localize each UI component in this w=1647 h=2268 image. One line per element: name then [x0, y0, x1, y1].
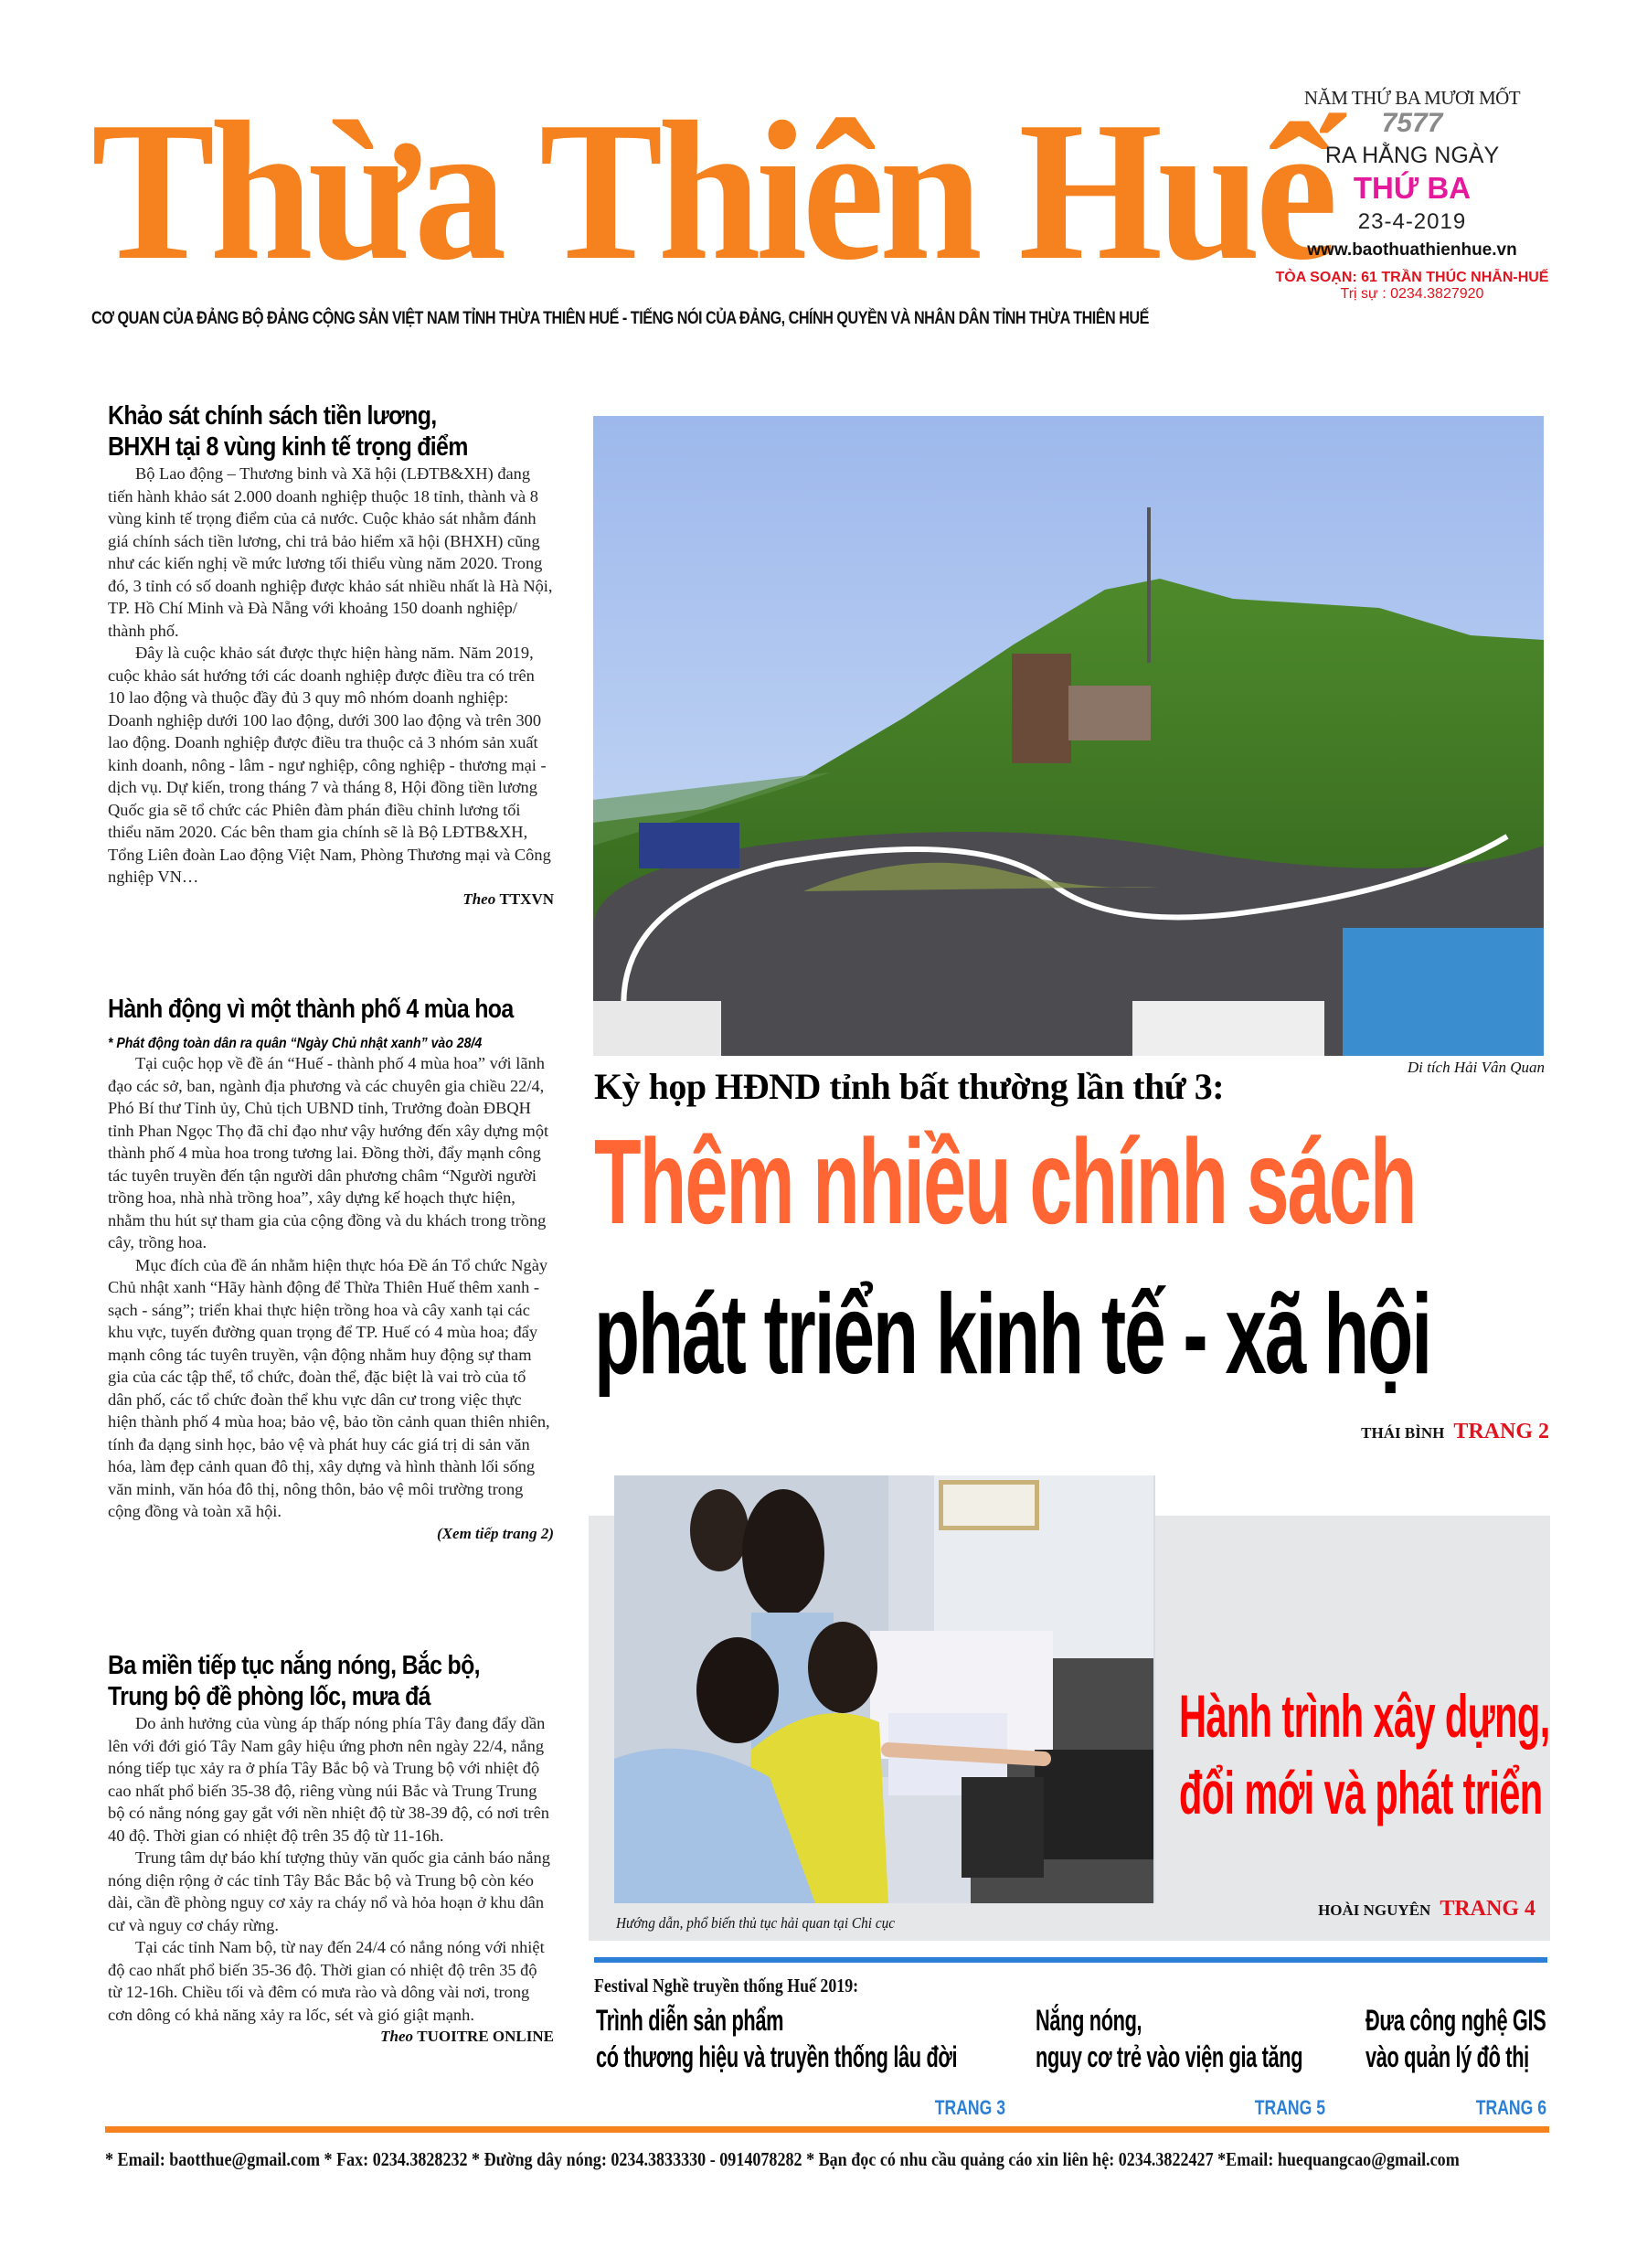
article-headline: Khảo sát chính sách tiền lương, BHXH tại 8 vùng kinh tế trọng điểm [108, 401, 468, 462]
issue-number: 7577 [1381, 108, 1443, 138]
feature-photo-customs-office[interactable] [614, 1475, 1155, 1903]
article-source: Theo TUOITRE ONLINE [380, 2028, 554, 2045]
article-body: Bộ Lao động – Thương binh và Xã hội (LĐTB&XH) đang tiến hành khảo sát 2.000 doanh nghiệp thuộc 18 tỉnh, thành và 8 vùng kinh tế trọng điểm của cả nước. Cuộc khảo sát nhằm đánh giá chính sách tiền lương, chi trả bảo hiểm xã hội (BHXH) cũng như các kiến nghị về mức lương tối thiểu vùng năm 2020. Trong đó, 3 tỉnh có số doanh nghiệp được khảo sát nhiều nhất là Hà Nội, TP. Hồ Chí Minh và Đà Nẵng với khoảng 150 doanh nghiệp/ thành phố. Đây là cuộc khảo sát được thực hiện hàng năm. Năm 2019, cuộc khảo sát hướng tới các doanh nghiệp được điều tra có trên 10 lao động và thuộc đầy đủ 3 quy mô nhóm doanh nghiệp: Doanh nghiệp dưới 100 lao động, dưới 300 lao động và trên 300 lao động. Doanh nghiệp được điều tra thuộc cả 3 nhóm sản xuất kinh doanh, nông - lâm - ngư nghiệp, công nghiệp - thương mại - dịch vụ. Dự kiến, trong tháng 7 và tháng 8, Hội đồng tiền lương Quốc gia sẽ tổ chức các Phiên đàm phán điều chỉnh lương tối thiểu năm 2020. Các bên tham gia chính sẽ là Bộ LĐTB&XH, Tổng Liên đoàn Lao động Việt Nam, Phòng Thương mại và Công nghiệp VN… [108, 464, 553, 886]
author-name: THÁI BÌNH [1361, 1424, 1445, 1442]
teaser-page-link[interactable]: TRANG 5 [1254, 2096, 1325, 2119]
publication-year-label: NĂM THỨ BA MƯƠI MỐT [1303, 87, 1521, 109]
section-divider [594, 1957, 1547, 1963]
lead-byline [1307, 1420, 1549, 1444]
landscape-photo-icon [593, 416, 1544, 1056]
feature-photo-caption: Hướng dẫn, phổ biến thủ tục hải quan tại Chi cục [616, 1914, 896, 1932]
article-body: Tại cuộc họp về đề án “Huế - thành phố 4 mùa hoa” với lãnh đạo các sở, ban, ngành địa phương và các chuyên gia chiều 22/4, Phó Bí thư Tỉnh ủy, Chủ tịch UBND tỉnh, Trưởng đoàn ĐBQH tỉnh Phan Ngọc Thọ đã chỉ đạo như vậy hướng đến xây dựng một thành phố 4 mùa hoa trong tương lai. Đồng thời, đẩy mạnh công tác tuyên truyền đến tận người dân phương châm “Người người trồng hoa, nhà nhà trồng hoa”, xây dựng kế hoạch thực hiện, nhằm thu hút sự tham gia của cộng đồng và du khách trong trồng cây, trồng hoa. Mục đích của đề án nhằm hiện thực hóa Đề án Tổ chức Ngày Chủ nhật xanh “Hãy hành động để Thừa Thiên Huế thêm xanh - sạch - sáng”; triển khai thực hiện trồng hoa và cây xanh tại các khu vực, tuyến đường quan trọng để TP. Huế có 4 mùa hoa; đẩy mạnh công tác tuyên truyền, vận động nhằm huy động sự tham gia của các tập thể, tổ chức, đoàn thể, đặc biệt là vai trò của tổ dân phố, các tổ chức đoàn thể khu vực dân cư trong việc thực hiện thành phố 4 mùa hoa; bảo vệ, bảo tồn cảnh quan thiên nhiên, tính đa dạng sinh học, bảo vệ và phát huy các giá trị di sản văn hóa, làm đẹp cảnh quan đô thị, xây dựng và hình thành lối sống văn minh, văn hóa đô thị, nông thôn, bảo vệ môi trường trong cộng đồng và toàn xã hội. [108, 1054, 550, 1520]
teaser-kicker: Festival Nghề truyền thống Huế 2019: [594, 1975, 859, 1996]
office-photo-icon [614, 1475, 1155, 1903]
feature-headline[interactable]: Hành trình xây dựng, đổi mới và phát triển [1179, 1682, 1550, 1826]
lead-headline-line-1[interactable]: Thêm nhiều chính sách [594, 1114, 1416, 1249]
teaser-headline: Trình diễn sản phẩm có thương hiệu và truyền thống lâu đời [596, 2004, 958, 2073]
teaser-item[interactable] [596, 2002, 980, 2075]
feature-byline [1234, 1897, 1535, 1922]
footer-divider [105, 2126, 1549, 2133]
article-salary-survey[interactable] [108, 400, 554, 909]
page-reference-link[interactable]: TRANG 4 [1440, 1897, 1535, 1921]
frequency-label: RA HẰNG NGÀY [1324, 143, 1500, 168]
lead-kicker: Kỳ họp HĐND tỉnh bất thường lần thứ 3: [594, 1066, 1225, 1107]
teaser-page-link[interactable]: TRANG 6 [1475, 2096, 1546, 2119]
admin-phone: Trị sự : 0234.3827920 [1340, 286, 1484, 302]
article-body: Do ảnh hưởng của vùng áp thấp nóng phía Tây đang đẩy dần lên với đới gió Tây Nam gây hiệu ứng phơn nên ngày 22/4, nắng nóng tiếp tục xảy ra ở phía Tây Bắc bộ và Trung bộ với nhiệt độ cao nhất phổ biến 35-38 độ, riêng vùng núi Bắc và Trung Trung bộ có nắng nóng gay gắt với nền nhiệt độ từ 38-39 độ, có nơi trên 40 độ. Thời gian có nhiệt độ trên 35 độ từ 11-16h. Trung tâm dự báo khí tượng thủy văn quốc gia cảnh báo nắng nóng diện rộng ở các tỉnh Tây Bắc Bắc bộ và Trung bộ còn kéo dài, cần đề phòng nguy cơ xảy ra cháy nổ và hỏa hoạn ở khu dân cư và nguy cơ cháy rừng. Tại các tỉnh Nam bộ, từ nay đến 24/4 có nắng nóng với nhiệt độ cao nhất phổ biến 35-36 độ. Thời gian có nhiệt độ trên 35 độ từ 12-16h. Chiều tối và đêm có mưa rào và dông vài nơi, trong cơn dông có khả năng xảy ra lốc, sét và gió giật mạnh. [108, 1714, 550, 2024]
weekday-label: THỨ BA [1353, 171, 1472, 205]
author-name: HOÀI NGUYÊN [1318, 1901, 1431, 1919]
teaser-headline: Đưa công nghệ GIS vào quản lý đô thị [1365, 2004, 1546, 2073]
newspaper-masthead-title: Thừa Thiên Huế [91, 81, 1334, 302]
article-headline: Hành động vì một thành phố 4 mùa hoa [108, 995, 514, 1024]
article-subhead: * Phát động toàn dân ra quân “Ngày Chủ nhật xanh” vào 28/4 [108, 1036, 483, 1051]
page-reference-link[interactable]: TRANG 2 [1453, 1420, 1549, 1443]
footer-contact-info: * Email: baotthue@gmail.com * Fax: 0234.3828232 * Đường dây nóng: 0234.3833330 - 0914078282 * Bạn đọc có nhu cầu quảng cáo xin liên hệ: 0234.3822427 *Email: huequangcao@gmail.com [105, 2148, 1460, 2170]
issue-date: 23-4-2019 [1357, 209, 1467, 234]
teaser-page-link[interactable]: TRANG 3 [934, 2096, 1005, 2119]
website-link[interactable]: www.baothuathienhue.vn [1307, 240, 1517, 260]
teaser-headline: Nắng nóng, nguy cơ trẻ vào viện gia tăng [1036, 2004, 1303, 2073]
lead-photo-caption: Di tích Hải Vân Quan [1407, 1059, 1545, 1076]
article-heatwave[interactable] [108, 1650, 554, 2046]
lead-photo-hai-van-pass[interactable] [593, 416, 1544, 1056]
masthead-tagline: CƠ QUAN CỦA ĐẢNG BỘ ĐẢNG CỘNG SẢN VIỆT NAM TỈNH THỪA THIÊN HUẾ - TIẾNG NÓI CỦA ĐẢNG, CHÍNH QUYỀN VÀ NHÂN DÂN TỈNH THỪA THIÊN HUẾ [91, 308, 1149, 328]
article-four-season-flowers[interactable] [108, 994, 554, 1543]
article-headline: Ba miền tiếp tục nắng nóng, Bắc bộ, Trung bộ đề phòng lốc, mưa đá [108, 1651, 480, 1711]
continued-link[interactable]: (Xem tiếp trang 2) [437, 1524, 554, 1542]
issue-info-box [1266, 87, 1558, 303]
teaser-item[interactable] [1365, 2002, 1557, 2075]
teaser-item[interactable] [1036, 2002, 1310, 2075]
lead-headline-line-2[interactable]: phát triển kinh tế - xã hội [594, 1272, 1431, 1398]
office-address: TÒA SOẠN: 61 TRẦN THÚC NHẪN-HUẾ [1275, 270, 1549, 285]
article-source: Theo TTXVN [462, 889, 554, 908]
